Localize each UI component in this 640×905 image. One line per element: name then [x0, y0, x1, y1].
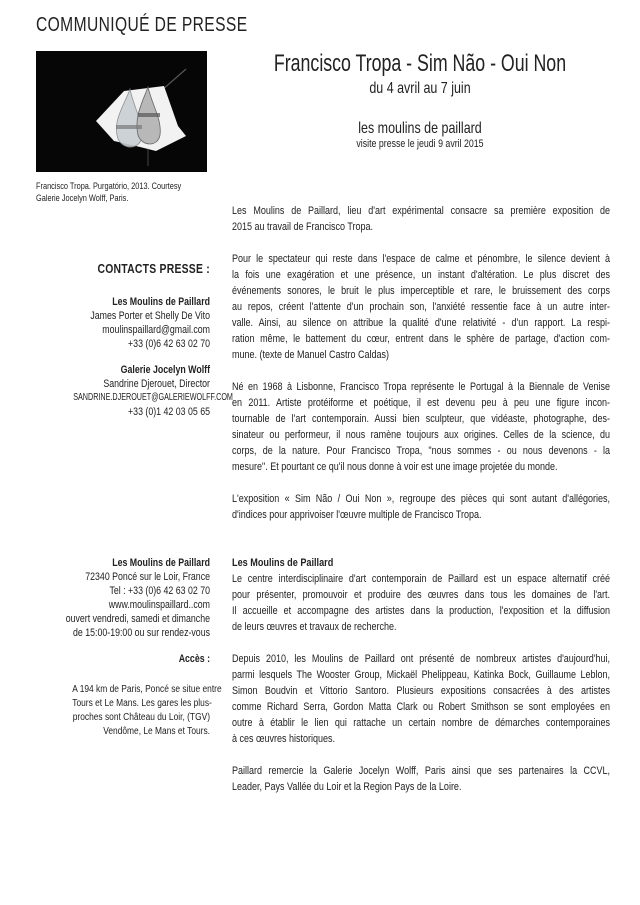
- text-line: mune. (texte de Manuel Castro Caldas): [232, 349, 390, 361]
- text-line: au repos, créent l'attente d'un prochain son, l'anxiété ressentie face à un autre inter-: [232, 301, 611, 313]
- venue-info-name: Les Moulins de Paillard: [112, 557, 210, 569]
- press-visit-date: visite presse le jeudi 9 avril 2015: [356, 138, 484, 150]
- access-line: Vendôme, Le Mans et Tours.: [103, 726, 210, 737]
- photo-caption: [36, 180, 236, 204]
- text-line: événements sonores, le bruit le plus imperceptible et rare, le bruissement des corps: [232, 285, 611, 297]
- venue-address: 72340 Poncé sur le Loir, France: [85, 571, 210, 583]
- contact-person: James Porter et Shelly De Vito: [90, 310, 210, 322]
- caption-line: Francisco Tropa. Purgatório, 2013. Courtesy: [36, 181, 182, 191]
- thanks-paragraph: [232, 763, 610, 795]
- intro-paragraph: [232, 203, 610, 235]
- contact-phone: +33 (0)6 42 63 02 70: [128, 338, 210, 350]
- venue-hours: de 15:00-19:00 ou sur rendez-vous: [73, 627, 210, 639]
- page-header-title: COMMUNIQUÉ DE PRESSE: [36, 14, 248, 36]
- text-line: la fois une exagération et une présence, un instant d'altération. Le plus discret des: [232, 269, 611, 281]
- text-line: Depuis 2010, les Moulins de Paillard ont présenté de nombreux artistes d'aujourd'hui,: [232, 653, 611, 665]
- about-heading: Les Moulins de Paillard: [232, 557, 334, 569]
- text-line: ration même, le battement du cœur, entrent dans le sphère de partage, d'action com-: [232, 333, 611, 345]
- access-heading: Accès :: [178, 653, 210, 665]
- contact-org-name: Galerie Jocelyn Wolff: [120, 364, 210, 376]
- contact-org-name: Les Moulins de Paillard: [112, 296, 210, 308]
- text-line: Leader, Pays Vallée du Loir et la Region Pays de la Loire.: [232, 781, 462, 793]
- text-line: corps, de la nature. Pour Francisco Tropa, "nous sommes - ou nous devenons - la: [232, 445, 611, 457]
- text-line: Paillard remercie la Galerie Jocelyn Wolff, Paris ainsi que ses partenaires la CCVL,: [232, 765, 611, 777]
- text-line: Pour le spectateur qui reste dans l'espace de calme et pénombre, le silence devient à: [232, 253, 611, 265]
- access-line: A 194 km de Paris, Poncé se situe entre: [72, 684, 222, 695]
- main-body-text: [232, 203, 610, 539]
- text-line: Simon Boudvin et Vittorio Santoro. Plusieurs expositions consacrées à des artistes: [232, 685, 611, 697]
- text-line: comme Richard Serra, Gordon Matta Clark ou Robert Smithson se sont employées en: [232, 701, 611, 713]
- exhibition-title: Francisco Tropa - Sim Não - Oui Non: [273, 50, 567, 77]
- text-line: parmi lesquels The Wooster Group, Mickaël Phelippeau, Katinka Bock, Guillaume Leblon,: [232, 669, 611, 681]
- press-contacts: [20, 261, 233, 419]
- text-line: en 2011. Artiste protéiforme et poétique, il est devenu peu à peu une figure incon-: [232, 397, 611, 409]
- exhibition-dates: du 4 avril au 7 juin: [369, 80, 471, 97]
- artwork-image-icon: [36, 51, 207, 172]
- text-line: Né en 1968 à Lisbonne, Francisco Tropa représente le Portugal à la Biennale de Venise: [232, 381, 611, 393]
- text-line: tournable de l'art contemporain. Aussi bien sculpteur, que vidéaste, photographe, des-: [232, 413, 611, 425]
- venue-name: les moulins de paillard: [358, 120, 482, 137]
- access-directions: [46, 683, 222, 739]
- text-line: mesure". Et pourtant ce qu'il nous donne à voir est une image projetée du monde.: [232, 461, 558, 473]
- venue-website-link[interactable]: www.moulinspaillard..com: [108, 599, 210, 611]
- access-line: Tours et Le Mans. Les gares les plus-: [72, 698, 212, 709]
- contact-email-link[interactable]: SANDRINE.DJEROUET@GALERIEWOLFF.COM: [73, 392, 233, 403]
- text-line: pour présenter, promouvoir et produire des œuvres dans tous les domaines de l'art.: [232, 589, 611, 601]
- text-line: valle. Ainsi, au silence on attribue la qualité d'une relativité - d'un rapport. La respi-: [232, 317, 611, 329]
- contact-phone: +33 (0)1 42 03 05 65: [128, 406, 210, 418]
- venue-info: [20, 556, 210, 666]
- text-line: à ces œuvres historiques.: [232, 733, 336, 745]
- access-line: proches sont Château du Loir, (TGV): [72, 712, 210, 723]
- about-paragraph: [232, 571, 610, 635]
- venue-hours: ouvert vendredi, samedi et dimanche: [65, 613, 210, 625]
- text-line: d'indices pour apprivoiser l'œuvre multiple de Francisco Tropa.: [232, 509, 482, 521]
- contact-person: Sandrine Djerouet, Director: [103, 378, 210, 390]
- venue-phone: Tel : +33 (0)6 42 63 02 70: [109, 585, 210, 597]
- text-line: de leurs œuvres et travaux de recherche.: [232, 621, 397, 633]
- exhibition-title-block: [230, 50, 610, 150]
- caption-line: Galerie Jocelyn Wolff, Paris.: [36, 193, 129, 203]
- exhibition-paragraph: [232, 491, 610, 523]
- text-line: sinateur ou performeur, il nous ramène toujours aux origines. Celles de la science, du: [232, 429, 611, 441]
- text-line: Le centre interdisciplinaire d'art contemporain de Paillard est un espace alternatif créé: [232, 573, 611, 585]
- text-line: Les Moulins de Paillard, lieu d'art expérimental consacre sa première exposition de: [232, 205, 611, 217]
- bio-paragraph: [232, 379, 610, 475]
- text-line: L'exposition « Sim Não / Oui Non », regroupe des pièces qui sont autant d'allégories,: [232, 493, 611, 505]
- text-line: outre à établir le lien qui rattache un certain nombre de démarches contemporaines: [232, 717, 611, 729]
- artwork-photo: [36, 51, 207, 172]
- contact-email-link[interactable]: moulinspaillard@gmail.com: [102, 324, 210, 336]
- text-line: 2015 au travail de Francisco Tropa.: [232, 221, 374, 233]
- text-line: Il accueille et accompagne des artistes dans la production, l'exposition et la diffusion: [232, 605, 611, 617]
- about-venue-text: [232, 555, 610, 811]
- quote-paragraph: [232, 251, 610, 363]
- history-paragraph: [232, 651, 610, 747]
- contacts-heading: CONTACTS PRESSE :: [97, 261, 210, 276]
